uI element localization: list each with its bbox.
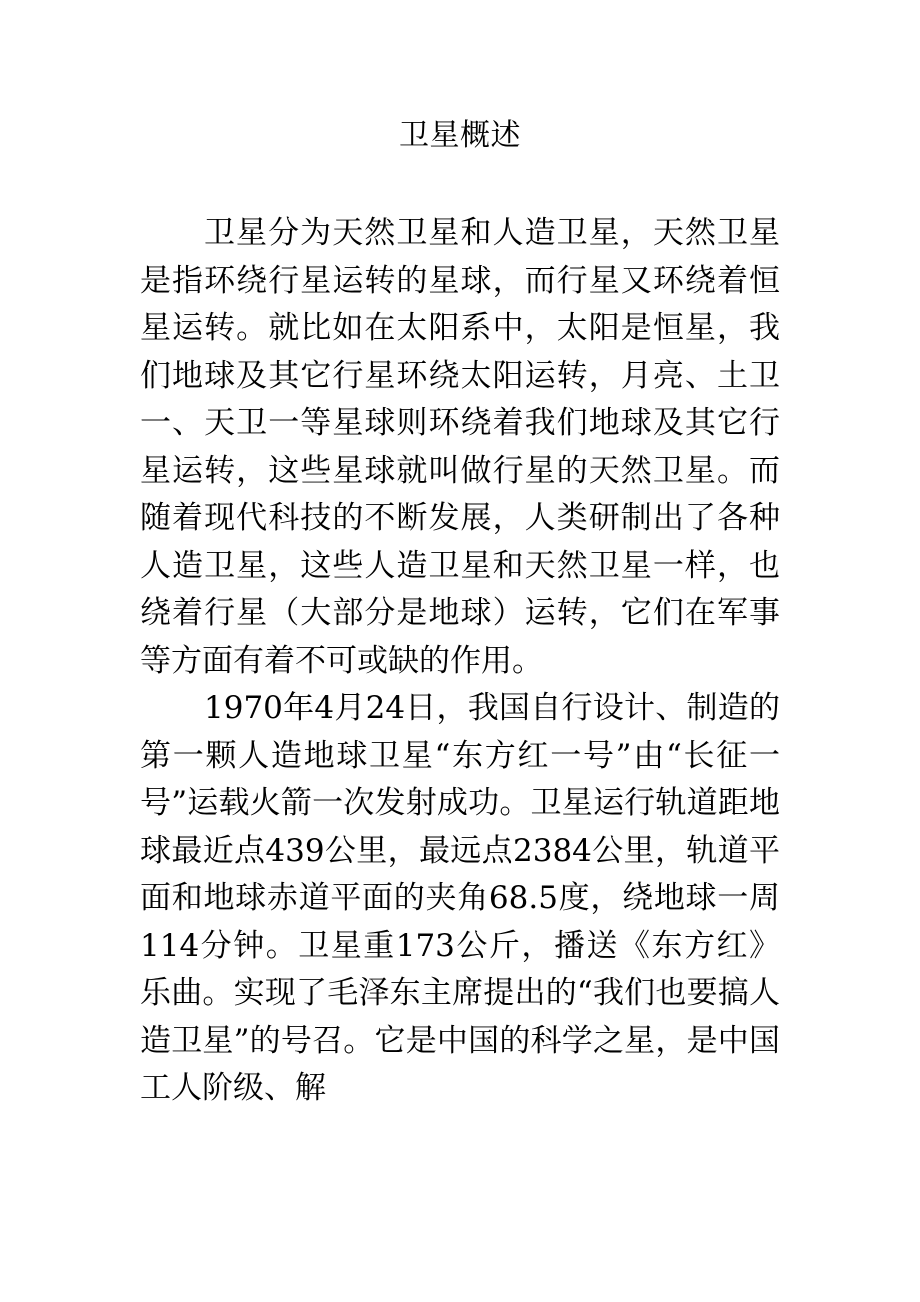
- document-body: [140, 210, 780, 1113]
- paragraph-dongfanghong-1: 1970年4月24日，我国自行设计、制造的第一颗人造地球卫星“东方红一号”由“长征一号”运载火箭一次发射成功。卫星运行轨道距地球最近点439公里，最远点2384公里，轨道平面和地球赤道平面的夹角68.5度，绕地球一周114分钟。卫星重173公斤，播送《东方红》乐曲。实现了毛泽东主席提出的“我们也要搞人造卫星”的号召。它是中国的科学之星，是中国工人阶级、解: [140, 690, 780, 1106]
- document-title: 卫星概述: [399, 118, 521, 153]
- paragraph-satellite-types: 卫星分为天然卫星和人造卫星，天然卫星是指环绕行星运转的星球，而行星又环绕着恒星运转。就比如在太阳系中，太阳是恒星，我们地球及其它行星环绕太阳运转，月亮、土卫一、天卫一等星球则环绕着我们地球及其它行星运转，这些星球就叫做行星的天然卫星。而随着现代科技的不断发展，人类研制出了各种人造卫星，这些人造卫星和天然卫星一样，也绕着行星（大部分是地球）运转，它们在军事等方面有着不可或缺的作用。: [140, 215, 780, 679]
